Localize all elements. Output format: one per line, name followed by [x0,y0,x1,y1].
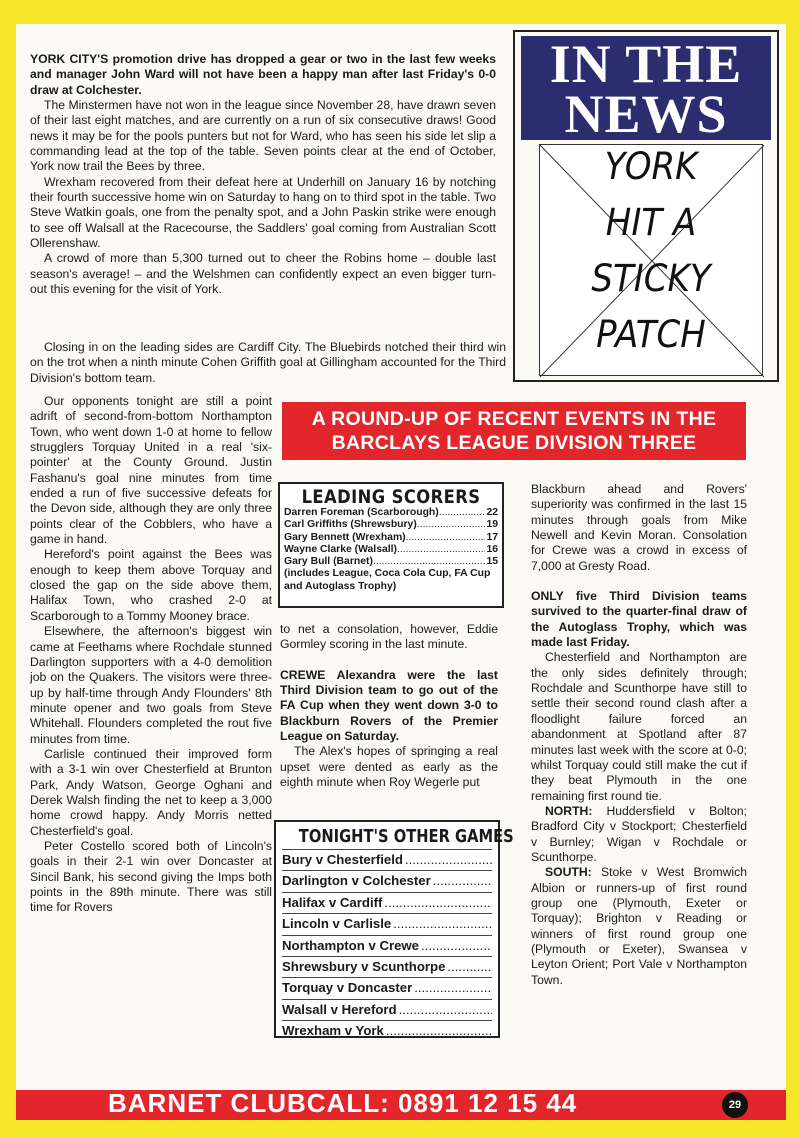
banner-line: BARCLAYS LEAGUE DIVISION THREE [331,432,697,454]
article-paragraph: A crowd of more than 5,300 turned out to cheer the Robins home – double last season's average! – and the Welshmen can confidently expect an even bigger turn-out this evening for the visit of York. [30,251,496,297]
fixture-row [282,935,492,956]
handwritten-line: STICKY [591,257,711,301]
in-the-news-box [513,30,779,382]
round-up-banner [282,402,746,460]
article-paragraph: Hereford's point against the Bees was enough to keep them above Torquay and closed the gap on the side above them, Halifax Town, who crashed 2-0 at Scarborough to a Tommy Mooney brace. [30,547,272,623]
fixture-row [282,870,492,891]
scorer-goals: 17 [486,531,498,543]
leader-dots [431,871,492,891]
leading-scorers-title: LEADING SCORERS [301,486,481,508]
leader-dots [397,544,485,556]
scorer-name: Gary Bennett (Wrexham) [284,531,406,543]
article-paragraph: Carlisle continued their improved form with a 3-1 win over Chesterfield at Brunton Park, Andy Watson, George Oghani and Derek Walsh finding the net to keep a 3,000 home crowd happy. Andy Morris netted Chesterfield's goal. [30,746,272,838]
fixture-row [282,913,492,934]
article-paragraph: Our opponents tonight are still a point adrift of second-from-bottom Northampton Town, who went down 1-0 at home to fellow strugglers Torquay United in a real 'six-pointer' at the County Ground. Justin Fashanu's goal nine minutes from time ended a run of five successive defeats for the Devon side, although they are only three points clear of the Cobblers, who have a game in hand. [30,394,272,547]
fixture-name: Bury v Chesterfield [282,852,403,867]
leader-dots [384,1021,492,1041]
scorers-note: (includes League, Coca Cola Cup, FA Cup and Autoglass Trophy) [284,568,491,592]
article-top-2 [30,340,506,386]
article-paragraph: to net a consolation, however, Eddie Gormley scoring in the last minute. [280,622,498,652]
leader-dots [406,532,486,544]
fixture-row [282,999,492,1020]
scorer-goals: 16 [486,543,498,555]
other-games-box [274,820,514,1039]
notepad-headline [539,144,763,376]
leader-dots [373,556,486,568]
crewe-lead: CREWE Alexandra were the last Third Division team to go out of the FA Cup when they went down 3-0 to Blackburn Rovers of the Premier League on Saturday. [280,667,498,744]
fixture-name: Lincoln v Carlisle [282,916,392,932]
south-label: SOUTH: [545,865,592,880]
article-paragraph: The Alex's hopes of springing a real upset were dented as early as the eighth minute when Roy Wegerle put [280,744,498,790]
article-lead: YORK CITY'S promotion drive has dropped a gear or two in the last few weeks and manager John Ward will not have been a happy man after last Friday's 0-0 draw at Colchester. [30,52,496,97]
leader-dots [397,1000,492,1020]
fixture-row [282,1020,492,1041]
leader-dots [417,519,486,531]
leader-dots [445,957,492,977]
article-paragraph: Blackburn ahead and Rovers' superiority was confirmed in the last 15 minutes through goals from Mike Newell and Kevin Moran. Consolation for Crewe was a crowd in excess of 7,000 at Gresty Road. [531,482,747,573]
news-title-line: IN THE [549,34,743,94]
fixture-name: Wrexham v York [282,1023,384,1039]
article-paragraph: The Minstermen have not won in the league since November 28, have drawn seven of their last eight matches, and are currently on a run of six consecutive draws! Good news it may be for the pools punters but not for Ward, who has seen his side let slip a commanding lead at the top of the table. Seven points clear at the end of October, York now trail the Bees by three. [30,98,496,174]
news-title-line: NEWS [564,84,728,144]
page-number: 29 [722,1092,748,1118]
article-right-column [531,482,747,988]
handwritten-line: PATCH [596,313,706,357]
scorer-row [284,556,498,568]
leading-scorers-box [278,482,504,608]
scorer-goals: 19 [486,519,498,531]
scorer-goals: 15 [486,556,498,568]
leader-dots [439,507,486,519]
fixture-row [282,849,492,870]
scorer-name: Wayne Clarke (Walsall) [284,543,397,555]
fixture-name: Halifax v Cardiff [282,894,383,910]
article-middle-column [280,622,498,790]
article-paragraph: Wrexham recovered from their defeat here at Underhill on January 16 by notching their fourth successive home win on Saturday to hang on to third spot in the table. Two Steve Watkin goals, one from the penalty spot, and a John Paskin strike were enough to see off Walsall at the Racecourse, the Saddlers' goal coming from Australian Scott Ollerenshaw. [30,174,496,251]
handwritten-line: YORK [604,145,698,189]
fixture-name: Darlington v Colchester [282,873,431,889]
scorer-name: Darren Foreman (Scarborough) [284,507,439,518]
scorer-name: Gary Bull (Barnet) [284,556,373,568]
banner-line: A ROUND-UP OF RECENT EVENTS IN THE [311,408,717,430]
article-paragraph: Elsewhere, the afternoon's biggest win came at Feethams where Rochdale stunned Darlington supporters with a 4-0 demolition job on the Quakers. The visitors were three-up by half-time through Andy Flounders' 8th minute opener and two goals from Steve Whitehall. Flounders completed the rout five minutes from time. [30,624,272,746]
fixture-name: Torquay v Doncaster [282,980,413,996]
other-games-title: TONIGHT'S OTHER GAMES [298,827,514,847]
south-text: Stoke v West Bromwich Albion or runners-up of first round group one (Plymouth, Exeter or Torquay); Brighton v Reading or winners of first round group one (Plymouth or Exeter), Swansea v Leyton Orient; Port Vale v Northampton Town. [531,865,747,987]
scorer-name: Carl Griffiths (Shrewsbury) [284,519,417,531]
fixture-row [282,977,492,998]
north-draw [531,804,747,865]
fixture-row [282,956,492,977]
scorer-row [284,507,498,519]
article-paragraph: Peter Costello scored both of Lincoln's goals in their 2-1 win over Doncaster at Sincil Bank, his second giving the Imps both points in the 89th minute. There was still time for Rovers [30,838,272,915]
south-draw [531,865,747,988]
north-text: Huddersfield v Bolton; Bradford City v Stockport; Chesterfield v Burnley; Wigan v Rochdale or Scunthorpe. [531,803,748,864]
article-left-column [30,394,272,916]
article-paragraph: Chesterfield and Northampton are the only sides definitely through; Rochdale and Scunthorpe have still to settle their second round clash after a floodlight failure forced an abandonment at Spotland after 87 minutes last week with the score at 0-0; whilst Torquay could still make the cut if they beat Plymouth in the one remaining first round tie. [531,650,747,803]
fixture-name: Shrewsbury v Scunthorpe [282,959,446,975]
article-paragraph: Closing in on the leading sides are Cardiff City. The Bluebirds notched their third win on the trot when a ninth minute Cohen Griffith goal at Gillingham accounted for the Third Division's bottom team. [30,340,506,385]
leader-dots [412,978,492,998]
fixture-row [282,892,492,913]
north-label: NORTH: [545,803,593,818]
leader-dots [419,936,492,956]
scorer-row [284,532,498,544]
handwritten-line: HIT A [605,201,697,245]
in-the-news-title [521,34,771,144]
fixture-name: Walsall v Hereford [282,1001,397,1017]
article-top [30,52,496,298]
scorer-row [284,519,498,531]
leader-dots [391,914,492,934]
leader-dots [403,850,492,870]
leader-dots [382,893,492,913]
clubcall-number: BARNET CLUBCALL: 0891 12 15 44 [108,1088,578,1118]
scorer-goals: 22 [486,507,498,518]
scorer-row [284,544,498,556]
trophy-lead: ONLY five Third Division teams survived to the quarter-final draw of the Autoglass Trophy, which was made last Friday. [531,589,747,650]
fixture-name: Northampton v Crewe [282,937,420,953]
